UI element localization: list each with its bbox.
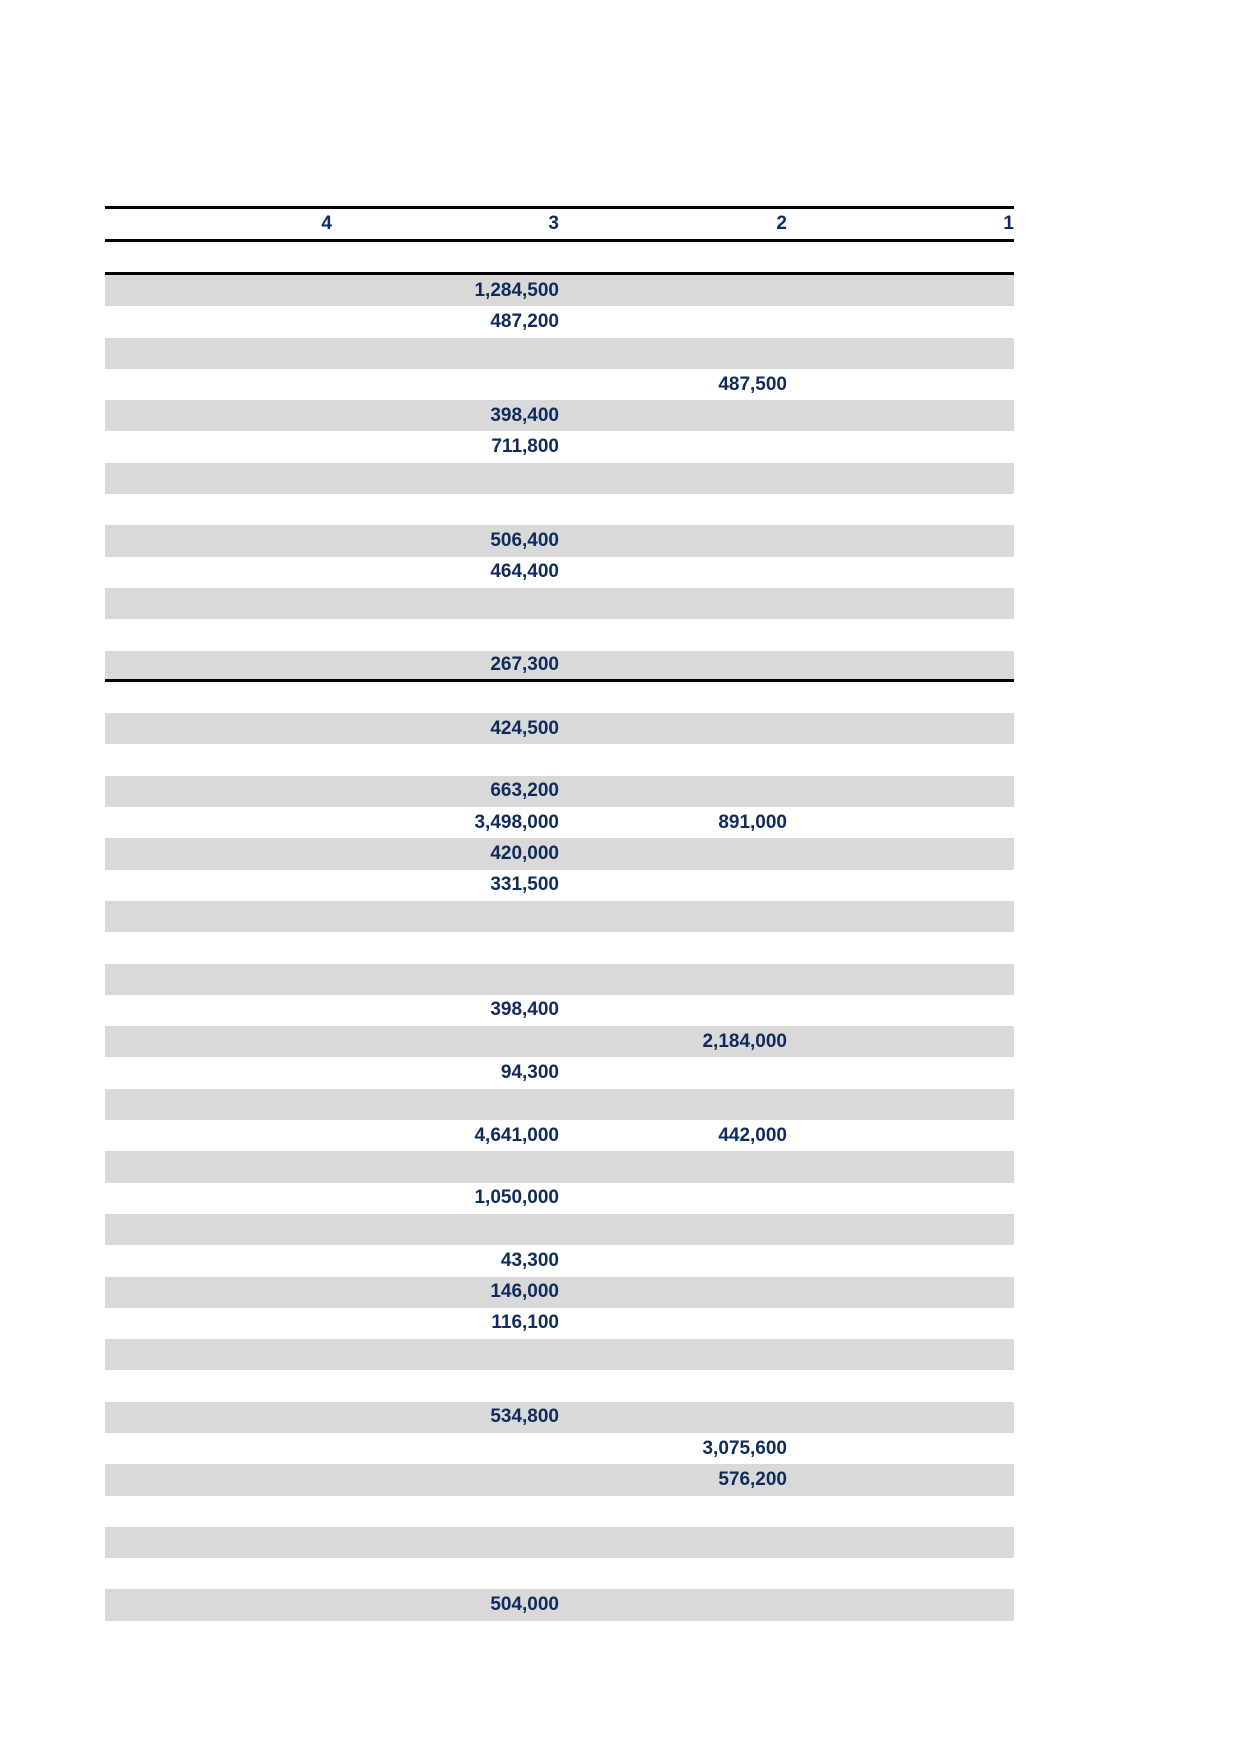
cell-col-2: 442,000 bbox=[718, 1124, 787, 1146]
cell-col-2 bbox=[105, 494, 787, 525]
table-row bbox=[105, 995, 1014, 1026]
cell-col-2: 3,075,600 bbox=[702, 1437, 787, 1459]
table-row bbox=[105, 1183, 1014, 1214]
cell-col-3: 663,200 bbox=[490, 780, 559, 802]
table-row bbox=[105, 619, 1014, 650]
table-row bbox=[105, 525, 1014, 556]
cell-col-2 bbox=[105, 431, 787, 462]
cell-col-2 bbox=[105, 1277, 787, 1308]
table-row bbox=[105, 1402, 1014, 1433]
table-row bbox=[105, 964, 1014, 995]
table-row bbox=[105, 1464, 1014, 1495]
table-row bbox=[105, 901, 1014, 932]
table-row bbox=[105, 1151, 1014, 1182]
spreadsheet-table bbox=[105, 206, 1014, 1621]
cell-col-3: 506,400 bbox=[490, 530, 559, 552]
cell-col-2 bbox=[105, 1057, 787, 1088]
cell-col-2 bbox=[105, 1402, 787, 1433]
cell-col-3: 504,000 bbox=[490, 1594, 559, 1616]
table-row bbox=[105, 807, 1014, 838]
cell-col-2 bbox=[105, 306, 787, 337]
cell-col-3: 331,500 bbox=[490, 874, 559, 896]
cell-col-2 bbox=[105, 338, 787, 369]
table-body bbox=[105, 275, 1014, 1621]
cell-col-3: 94,300 bbox=[500, 1062, 559, 1084]
table-row bbox=[105, 1433, 1014, 1464]
table-row bbox=[105, 870, 1014, 901]
cell-col-3: 267,300 bbox=[490, 653, 559, 675]
table-row bbox=[105, 306, 1014, 337]
table-row bbox=[105, 1057, 1014, 1088]
cell-col-2 bbox=[105, 1558, 787, 1589]
cell-col-3: 711,800 bbox=[491, 436, 559, 458]
cell-col-2 bbox=[105, 463, 787, 494]
cell-col-2 bbox=[105, 1214, 787, 1245]
table-row bbox=[105, 1558, 1014, 1589]
table-row bbox=[105, 1370, 1014, 1401]
cell-col-3: 146,000 bbox=[490, 1281, 559, 1303]
cell-col-2 bbox=[105, 651, 787, 679]
table-row bbox=[105, 1527, 1014, 1558]
cell-col-2: 576,200 bbox=[718, 1468, 787, 1490]
cell-col-2 bbox=[105, 776, 787, 807]
table-row bbox=[105, 1589, 1014, 1620]
table-row bbox=[105, 744, 1014, 775]
table-row bbox=[105, 1308, 1014, 1339]
cell-col-3: 424,500 bbox=[490, 717, 559, 739]
cell-col-3: 4,641,000 bbox=[474, 1124, 559, 1146]
header-row bbox=[105, 209, 1014, 239]
cell-col-3: 3,498,000 bbox=[474, 811, 559, 833]
cell-col-3: 398,400 bbox=[490, 999, 559, 1021]
cell-col-2 bbox=[105, 525, 787, 556]
table-row bbox=[105, 1496, 1014, 1527]
cell-col-2 bbox=[105, 901, 787, 932]
cell-col-3: 43,300 bbox=[500, 1249, 559, 1271]
table-row bbox=[105, 838, 1014, 869]
table-row bbox=[105, 431, 1014, 462]
cell-col-2 bbox=[105, 964, 787, 995]
table-row bbox=[105, 557, 1014, 588]
table-row bbox=[105, 463, 1014, 494]
table-row bbox=[105, 1339, 1014, 1370]
cell-col-3: 1,284,500 bbox=[474, 279, 559, 301]
cell-col-3: 534,800 bbox=[490, 1406, 559, 1428]
cell-col-2 bbox=[105, 557, 787, 588]
cell-col-2 bbox=[105, 588, 787, 619]
table-row bbox=[105, 1120, 1014, 1151]
cell-col-2 bbox=[105, 1589, 787, 1620]
table-row bbox=[105, 494, 1014, 525]
cell-col-2 bbox=[105, 870, 787, 901]
table-row bbox=[105, 713, 1014, 744]
cell-col-2 bbox=[105, 1527, 787, 1558]
table-row bbox=[105, 338, 1014, 369]
table-row bbox=[105, 400, 1014, 431]
table-row bbox=[105, 1214, 1014, 1245]
table-row bbox=[105, 275, 1014, 306]
cell-col-2 bbox=[105, 838, 787, 869]
cell-col-3: 1,050,000 bbox=[474, 1187, 559, 1209]
cell-col-3: 464,400 bbox=[490, 561, 559, 583]
table-row bbox=[105, 369, 1014, 400]
table-row bbox=[105, 1245, 1014, 1276]
cell-col-2 bbox=[105, 1089, 787, 1120]
cell-col-2 bbox=[105, 400, 787, 431]
header-spacer bbox=[105, 242, 1014, 272]
cell-col-2: 891,000 bbox=[718, 811, 787, 833]
header-col-3: 3 bbox=[548, 213, 559, 234]
cell-col-3: 487,200 bbox=[490, 310, 559, 332]
table-row bbox=[105, 588, 1014, 619]
header-col-1: 1 bbox=[1003, 213, 1014, 234]
cell-col-2 bbox=[105, 713, 787, 744]
cell-col-2 bbox=[105, 682, 787, 713]
cell-col-2 bbox=[105, 744, 787, 775]
cell-col-2 bbox=[105, 995, 787, 1026]
table-row bbox=[105, 682, 1014, 713]
cell-col-2 bbox=[105, 1245, 787, 1276]
cell-col-2: 487,500 bbox=[718, 373, 787, 395]
table-row bbox=[105, 776, 1014, 807]
cell-col-2 bbox=[105, 1308, 787, 1339]
table-row bbox=[105, 1089, 1014, 1120]
cell-col-2 bbox=[105, 1496, 787, 1527]
cell-col-3: 420,000 bbox=[490, 842, 559, 864]
cell-col-3: 116,100 bbox=[491, 1312, 559, 1334]
header-col-2: 2 bbox=[776, 213, 787, 234]
cell-col-2 bbox=[105, 619, 787, 650]
cell-col-2: 2,184,000 bbox=[702, 1030, 787, 1052]
header-col-4: 4 bbox=[321, 213, 332, 234]
cell-col-2 bbox=[105, 932, 787, 963]
cell-col-2 bbox=[105, 275, 787, 306]
cell-col-2 bbox=[105, 1339, 787, 1370]
table-row bbox=[105, 651, 1014, 682]
table-row bbox=[105, 1026, 1014, 1057]
cell-col-2 bbox=[105, 1370, 787, 1401]
cell-col-2 bbox=[105, 1183, 787, 1214]
table-row bbox=[105, 932, 1014, 963]
cell-col-2 bbox=[105, 1151, 787, 1182]
table-row bbox=[105, 1277, 1014, 1308]
cell-col-3: 398,400 bbox=[490, 404, 559, 426]
